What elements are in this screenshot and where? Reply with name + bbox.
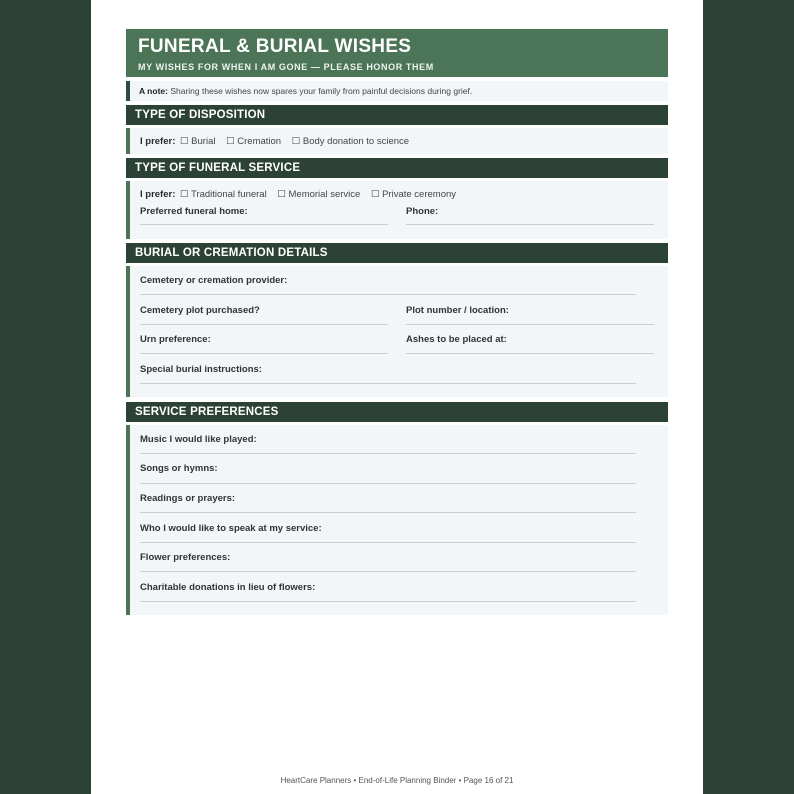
note-box	[126, 81, 668, 101]
speakers-label: Who I would like to speak at my service:	[140, 523, 322, 534]
page-title: FUNERAL & BURIAL WISHES	[138, 36, 412, 57]
page-subtitle: MY WISHES FOR WHEN I AM GONE — PLEASE HONOR THEM	[138, 62, 434, 72]
note-text: Sharing these wishes now spares your family from painful decisions during grief.	[170, 86, 473, 96]
page	[91, 0, 703, 794]
checkbox-body-donation[interactable]: ☐ Body donation to science	[291, 136, 410, 147]
phone-label: Phone:	[406, 206, 439, 217]
service-type-box	[126, 181, 668, 239]
plot-number-field[interactable]	[406, 324, 654, 325]
disposition-prefer-row	[140, 136, 409, 147]
checkbox-traditional-funeral[interactable]: ☐ Traditional funeral	[180, 189, 267, 200]
donations-label: Charitable donations in lieu of flowers:	[140, 582, 316, 593]
phone-field[interactable]	[406, 224, 654, 225]
readings-field[interactable]	[140, 512, 636, 513]
flowers-field[interactable]	[140, 571, 636, 572]
checkbox-private-ceremony[interactable]: ☐ Private ceremony	[370, 189, 457, 200]
service-prefs-box	[126, 425, 668, 615]
section-heading-burial: BURIAL OR CREMATION DETAILS	[126, 243, 668, 263]
service-prefer-label: I prefer:	[140, 189, 176, 200]
provider-label: Cemetery or cremation provider:	[140, 275, 288, 286]
music-label: Music I would like played:	[140, 434, 257, 445]
plot-number-label: Plot number / location:	[406, 305, 509, 316]
section-heading-disposition: TYPE OF DISPOSITION	[126, 105, 668, 125]
service-prefer-row	[140, 189, 456, 200]
funeral-home-field[interactable]	[140, 224, 388, 225]
readings-label: Readings or prayers:	[140, 493, 236, 504]
songs-field[interactable]	[140, 483, 636, 484]
ashes-label: Ashes to be placed at:	[406, 334, 507, 345]
urn-label: Urn preference:	[140, 334, 211, 345]
disposition-box	[126, 128, 668, 154]
flowers-label: Flower preferences:	[140, 552, 231, 563]
speakers-field[interactable]	[140, 542, 636, 543]
checkbox-cremation[interactable]: ☐ Cremation	[226, 136, 282, 147]
songs-label: Songs or hymns:	[140, 463, 218, 474]
page-header	[126, 29, 668, 77]
disposition-prefer-label: I prefer:	[140, 136, 176, 147]
music-field[interactable]	[140, 453, 636, 454]
special-instructions-label: Special burial instructions:	[140, 364, 262, 375]
donations-field[interactable]	[140, 601, 636, 602]
provider-field[interactable]	[140, 294, 636, 295]
urn-field[interactable]	[140, 353, 388, 354]
checkbox-memorial-service[interactable]: ☐ Memorial service	[277, 189, 361, 200]
plot-purchased-label: Cemetery plot purchased?	[140, 305, 260, 316]
note-label: A note:	[139, 86, 168, 96]
form-content	[126, 29, 668, 615]
burial-box	[126, 266, 668, 397]
special-instructions-field[interactable]	[140, 383, 636, 384]
funeral-home-label: Preferred funeral home:	[140, 206, 248, 217]
section-heading-service-prefs: SERVICE PREFERENCES	[126, 402, 668, 422]
plot-purchased-field[interactable]	[140, 324, 388, 325]
section-heading-service-type: TYPE OF FUNERAL SERVICE	[126, 158, 668, 178]
checkbox-burial[interactable]: ☐ Burial	[180, 136, 216, 147]
ashes-field[interactable]	[406, 353, 654, 354]
page-footer: HeartCare Planners • End-of-Life Planning Binder • Page 16 of 21	[280, 776, 514, 785]
